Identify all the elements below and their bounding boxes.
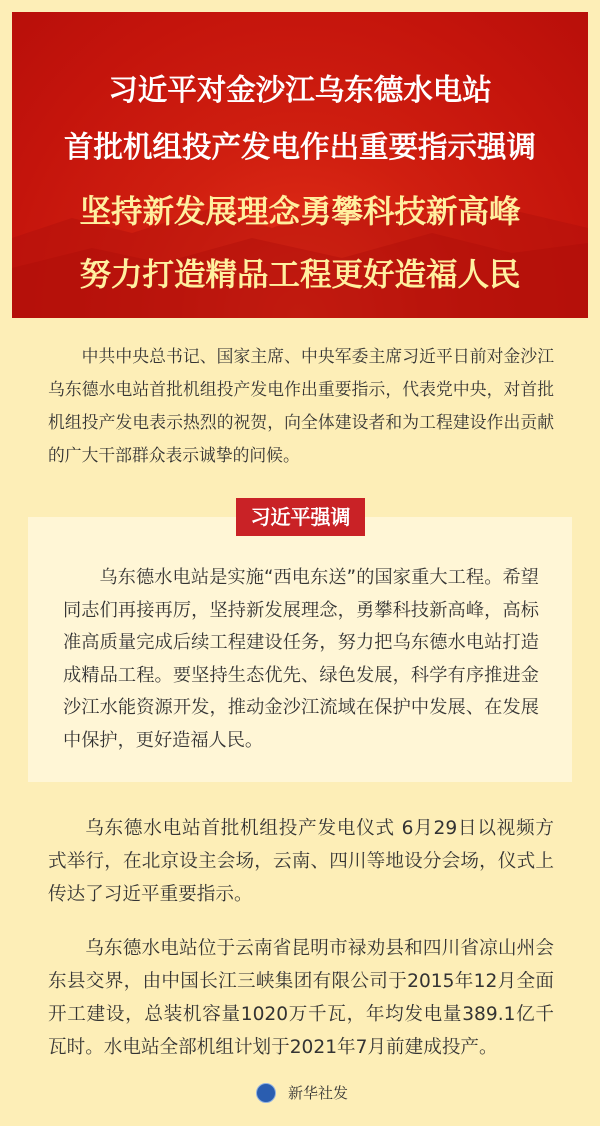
- body-paragraph: 乌东德水电站位于云南省昆明市禄劝县和四川省凉山州会东县交界，由中国长江三峡集团有限公司于2015年12月全面开工建设，总装机容量1020万千瓦，年均发电量389.1亿千瓦时。水电站全部机组计划于2021年7月前建成投产。: [48, 938, 554, 1058]
- header-banner: [12, 12, 588, 318]
- source-credit: [256, 1082, 348, 1103]
- headline-line-2: 首批机组投产发电作出重要指示强调: [63, 130, 536, 164]
- xinhua-logo-icon: [256, 1083, 276, 1103]
- body-paragraph: 乌东德水电站首批机组投产发电仪式 6月29日以视频方式举行，在北京设主会场，云南、四川等地设分会场，仪式上传达了习近平重要指示。: [48, 818, 554, 905]
- source-label: 新华社发: [288, 1084, 349, 1102]
- emphasis-text: 乌东德水电站是实施“西电东送”的国家重大工程。希望同志们再接再厉，坚持新发展理念，勇攀科技新高峰，高标准高质量完成后续工程建设任务，努力把乌东德水电站打造成精品工程。要坚持生态优先、绿色发展，科学有序推进金沙江水能资源开发，推动金沙江流域在保护中发展、在发展中保护，更好造福人民。: [63, 567, 539, 751]
- intro-paragraph: 中共中央总书记、国家主席、中央军委主席习近平日前对金沙江乌东德水电站首批机组投产发电作出重要指示，代表党中央，对首批机组投产发电表示热烈的祝贺，向全体建设者和为工程建设作出贡献的广大干部群众表示诚挚的问候。: [48, 346, 554, 465]
- headline-line-1: 习近平对金沙江乌东德水电站: [108, 73, 492, 107]
- emphasis-label: 习近平强调: [236, 498, 365, 536]
- subheadline-line-2: 努力打造精品工程更好造福人民: [79, 257, 521, 293]
- subheadline-line-1: 坚持新发展理念勇攀科技新高峰: [79, 194, 521, 230]
